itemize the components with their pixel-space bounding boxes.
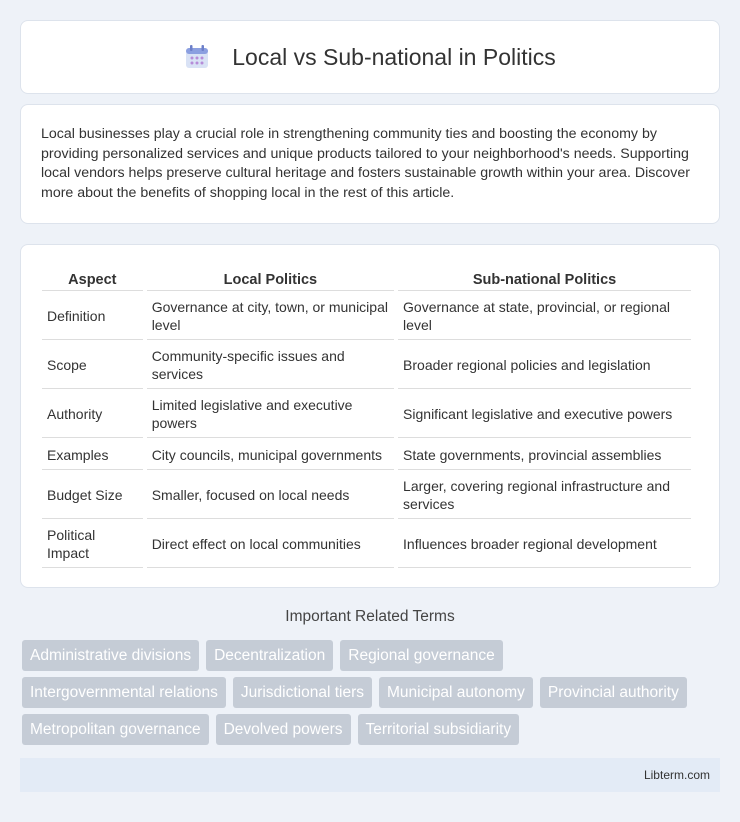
tag-territorial-subsidiarity[interactable]: Territorial subsidiarity [358,714,520,745]
page-title: Local vs Sub-national in Politics [232,43,556,70]
table-row [42,391,691,438]
cell-local: Limited legislative and executive powers [147,391,394,438]
cell-local: Direct effect on local communities [147,521,394,568]
tag-administrative-divisions[interactable]: Administrative divisions [22,640,199,671]
cell-local: Governance at city, town, or municipal level [147,293,394,340]
header-aspect: Aspect [42,267,143,291]
tag-devolved-powers[interactable]: Devolved powers [216,714,351,745]
cell-subnational: Influences broader regional development [398,521,691,568]
table-row [42,342,691,389]
tag-metropolitan-governance[interactable]: Metropolitan governance [22,714,209,745]
header-subnational: Sub-national Politics [398,267,691,291]
cell-aspect: Definition [42,293,143,340]
table-row [42,472,691,519]
header-card [20,20,720,94]
cell-aspect: Scope [42,342,143,389]
related-terms [22,640,722,751]
intro-card [20,104,720,224]
cell-local: City councils, municipal governments [147,440,394,470]
tag-municipal-autonomy[interactable]: Municipal autonomy [379,677,533,708]
table-row [42,521,691,568]
header-local: Local Politics [147,267,394,291]
tag-regional-governance[interactable]: Regional governance [340,640,503,671]
cell-aspect: Budget Size [42,472,143,519]
cell-aspect: Political Impact [42,521,143,568]
footer-link[interactable]: Libterm.com [643,768,710,782]
intro-text: Local businesses play a crucial role in strengthening community ties and boosting the economy by providing personalized services and unique products tailored to your neighborhood's needs. Supporting local vendors helps preserve cultural heritage and fosters sustainable growth within your area. Discover more about the benefits of shopping local in the rest of this article. [41,126,691,201]
cell-subnational: Larger, covering regional infrastructure and services [398,472,691,519]
cell-subnational: Broader regional policies and legislation [398,342,691,389]
table-row [42,440,691,470]
tag-jurisdictional-tiers[interactable]: Jurisdictional tiers [233,677,372,708]
footer [20,758,720,792]
cell-local: Smaller, focused on local needs [147,472,394,519]
calendar-icon [184,44,210,70]
cell-subnational: Governance at state, provincial, or regional level [398,293,691,340]
cell-local: Community-specific issues and services [147,342,394,389]
comparison-table [38,265,695,570]
comparison-table-card [20,244,720,588]
cell-aspect: Examples [42,440,143,470]
cell-subnational: State governments, provincial assemblies [398,440,691,470]
cell-subnational: Significant legislative and executive powers [398,391,691,438]
tag-provincial-authority[interactable]: Provincial authority [540,677,687,708]
cell-aspect: Authority [42,391,143,438]
related-terms-title: Important Related Terms [285,608,455,625]
table-row [42,293,691,340]
tag-decentralization[interactable]: Decentralization [206,640,333,671]
tag-intergovernmental-relations[interactable]: Intergovernmental relations [22,677,226,708]
